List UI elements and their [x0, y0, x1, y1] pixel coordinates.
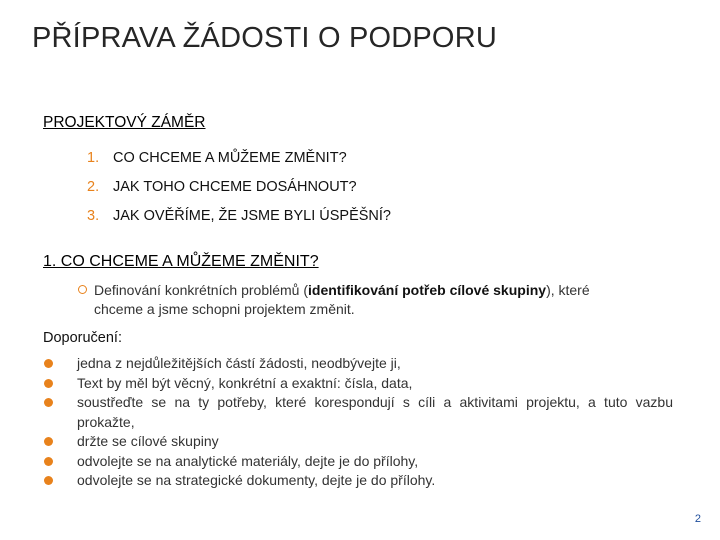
bullet-dot-icon — [44, 476, 53, 485]
section-heading-projektovy-zamer: PROJEKTOVÝ ZÁMĚR — [43, 114, 206, 131]
recommendation-list — [43, 354, 673, 491]
definition-bold-text: identifikování potřeb cílové skupiny — [308, 282, 547, 298]
bullet-dot-icon — [44, 437, 53, 446]
bullet-dot-icon — [44, 359, 53, 368]
recommendation-item — [43, 393, 673, 432]
recommendation-text: jedna z nejdůležitějších částí žádosti, neodbývejte ji, — [77, 355, 401, 371]
recommendation-text: odvolejte se na strategické dokumenty, dejte je do přílohy. — [77, 472, 436, 488]
question-item — [87, 206, 391, 235]
page-number: 2 — [694, 513, 701, 525]
recommendation-item — [43, 471, 673, 491]
recommendation-item — [43, 354, 673, 374]
question-item — [87, 148, 391, 177]
definition-text — [94, 281, 638, 319]
question-number: 3. — [87, 208, 100, 224]
question-text: JAK TOHO CHCEME DOSÁHNOUT? — [113, 179, 357, 195]
recommendation-label: Doporučení: — [43, 330, 122, 346]
recommendation-item — [43, 452, 673, 472]
question-number: 1. — [87, 150, 100, 166]
recommendation-text: držte se cílové skupiny — [77, 433, 219, 449]
recommendation-text: soustřeďte se na ty potřeby, které korespondují s cíli a aktivitami projektu, a tuto vazbu prokažte, — [77, 394, 673, 430]
question-list — [87, 148, 391, 235]
bullet-dot-icon — [44, 457, 53, 466]
question-item — [87, 177, 391, 206]
definition-text-part: Definování konkrétních problémů ( — [94, 282, 308, 298]
bullet-dot-icon — [44, 398, 53, 407]
recommendation-text: odvolejte se na analytické materiály, dejte je do přílohy, — [77, 452, 419, 469]
circle-bullet-icon — [78, 285, 87, 294]
section-heading-co-chceme: 1. CO CHCEME A MŮŽEME ZMĚNIT? — [43, 253, 319, 270]
question-text: CO CHCEME A MŮŽEME ZMĚNIT? — [113, 150, 347, 166]
bullet-dot-icon — [44, 379, 53, 388]
recommendation-item — [43, 432, 673, 452]
recommendation-item — [43, 374, 673, 394]
definition-text-part: ), které chceme a jsme schopni projektem změnit. — [94, 282, 590, 317]
definition-item — [78, 281, 638, 319]
recommendation-text: Text by měl být věcný, konkrétní a exaktní: čísla, data, — [77, 374, 413, 391]
question-number: 2. — [87, 179, 100, 195]
question-text: JAK OVĚŘÍME, ŽE JSME BYLI ÚSPĚŠNÍ? — [113, 208, 391, 224]
slide-title: PŘÍPRAVA ŽÁDOSTI O PODPORU — [32, 22, 497, 54]
